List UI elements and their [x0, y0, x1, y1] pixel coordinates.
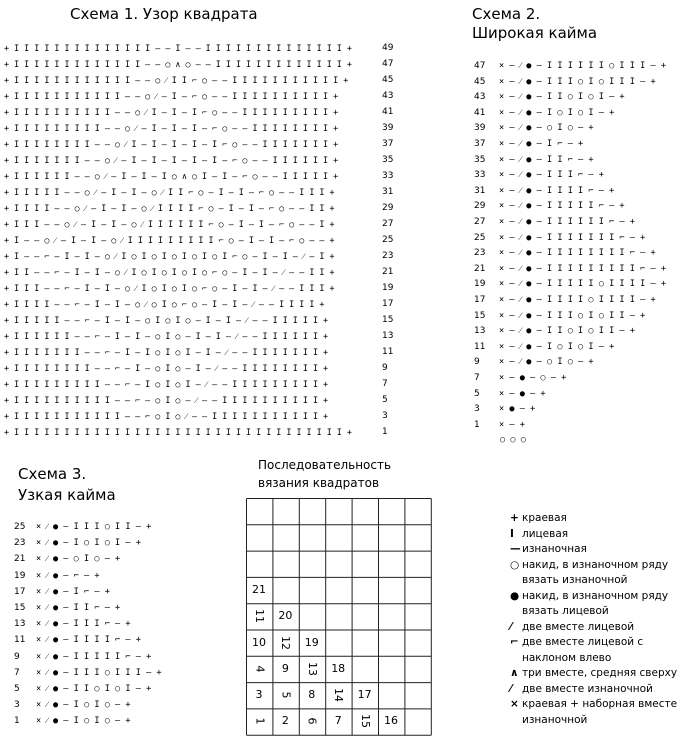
legend-symbol-icon: × — [510, 698, 519, 710]
legend-text-continued: вязать изнаночной — [522, 574, 628, 586]
sequence-cell-number: 1 — [253, 717, 266, 725]
row-number: 33 — [382, 171, 394, 181]
row-number: 13 — [474, 326, 486, 337]
row-number: 15 — [474, 310, 486, 321]
legend-text: две вместе лицевой — [522, 620, 635, 633]
row-number: 45 — [474, 76, 486, 87]
scheme3-subtitle: Узкая кайма — [18, 486, 116, 504]
row-number: 21 — [14, 554, 26, 565]
sequence-cell-number: 3 — [255, 688, 263, 702]
row-number: 47 — [382, 59, 394, 69]
scheme2-subtitle: Широкая кайма — [472, 24, 598, 42]
sequence-cell-number: 8 — [308, 688, 316, 702]
pattern-row: × — ⁄ ● — I I I I ⌐ — + — [499, 185, 615, 196]
row-number: 1 — [14, 716, 20, 727]
sequence-cell-number: 15 — [358, 714, 372, 729]
pattern-row: × — + — [499, 419, 525, 430]
scheme2-title: Схема 2. — [472, 5, 541, 23]
legend-symbol-icon: ⁄ — [510, 620, 512, 633]
legend-text: изнаночная — [522, 543, 587, 555]
row-number: 25 — [382, 235, 394, 245]
row-number: 7 — [474, 373, 480, 383]
pattern-row: × — ⁄ ● — I I I I I ○ I I I I — + — [499, 279, 666, 290]
row-number: 7 — [382, 379, 388, 389]
pattern-row: × ⁄ ● — I ⌐ — + — [36, 586, 110, 597]
row-number: 1 — [382, 427, 388, 437]
pattern-row: × ● — + — [499, 404, 536, 415]
row-number: 11 — [474, 341, 486, 352]
pattern-row: + I I I I — — ○ ⁄ — I — I — ○ ⁄ I I I I ⌐ ○ — I — I — ⌐ ○ — — I I + — [4, 203, 335, 213]
pattern-row: + I I I I I I I I I I I — — ⌐ ○ I ○ ⁄ — — I I I I I I I I I I I + — [4, 411, 329, 421]
sequence-cell-number: 6 — [305, 717, 319, 725]
row-number: 15 — [14, 603, 26, 613]
pattern-row: × — ⁄ ● — I I I ⌐ — + — [499, 170, 604, 181]
sequence-cell-number: 18 — [331, 661, 346, 675]
row-number: 5 — [382, 395, 388, 405]
pattern-row: × — ⁄ ● — I ○ I ○ I — + — [499, 107, 615, 118]
sequence-cell-number: 19 — [304, 635, 319, 649]
row-number: 43 — [474, 92, 486, 103]
row-number: 29 — [474, 201, 486, 212]
pattern-row: × — ⁄ ● — ○ I ○ — + — [499, 357, 594, 368]
pattern-row: + I I I I I I — — ⌐ — I — I — ○ I ○ — I — I — ⁄ — — I I I I I I + — [4, 331, 329, 341]
row-number: 5 — [474, 388, 480, 399]
row-number: 45 — [382, 75, 394, 85]
legend-symbol-icon: ∧ — [510, 667, 519, 679]
row-number: 3 — [382, 411, 388, 421]
row-number: 29 — [382, 203, 394, 213]
sequence-cell-number: 20 — [278, 609, 293, 623]
row-number: 3 — [474, 404, 480, 415]
legend-text: накид, в изнаночном ряду — [522, 558, 669, 571]
row-number: 19 — [474, 279, 486, 290]
sequence-cell-number: 10 — [252, 635, 266, 649]
row-number: 37 — [474, 139, 486, 149]
legend-item — [510, 667, 677, 680]
row-number: 19 — [14, 570, 26, 581]
row-number: 49 — [382, 43, 394, 53]
legend-symbol-icon: + — [510, 512, 519, 524]
pattern-row: + I I I I I I I I I I I — — ○ ⁄ — I — ⌐ ○ — — I I I I I I I I I I + — [4, 91, 339, 101]
legend-item — [510, 590, 668, 603]
sequence-cell-number: 17 — [357, 688, 372, 702]
row-number: 23 — [382, 251, 394, 261]
legend-item — [510, 543, 587, 556]
row-number: 25 — [14, 522, 26, 532]
pattern-row: × — ⁄ ● — I I I I I I I I ⌐ — + — [499, 248, 656, 259]
row-number: 17 — [14, 586, 26, 597]
pattern-row: + I I I I I — — ○ ⁄ — I — I — ○ ⁄ I I ⌐ ○ — I — I — ⌐ ○ — — I I I + — [4, 187, 335, 197]
pattern-row: × ⁄ ● — I I ⌐ — + — [36, 603, 121, 613]
row-number: 19 — [382, 283, 394, 293]
pattern-row: × — ⁄ ● — I I I I I I ⌐ — + — [499, 217, 635, 227]
legend-symbol-icon: ○ — [510, 558, 520, 571]
row-number: 37 — [382, 139, 394, 149]
row-number: 47 — [474, 61, 486, 71]
pattern-row: × ⁄ ● — I ○ I ○ — + — [36, 716, 131, 727]
pattern-row: × — ⁄ ● — I I I I I I I I I ⌐ — + — [499, 263, 666, 274]
pattern-row: × ⁄ ● — I I I I I ⌐ — + — [36, 651, 152, 662]
pattern-row: + I I I I I I I I I I — — ⌐ — ○ I ○ — ⁄ — — I I I I I I I I I I + — [4, 395, 329, 405]
legend-symbol-icon: — — [510, 543, 521, 555]
pattern-row: + I I I I I I I I I — — ○ ⁄ — I — I — I — ⌐ ○ — — I I I I I I I I + — [4, 123, 339, 133]
row-number: 39 — [382, 123, 394, 133]
pattern-row: + I I I I I I I I I — — ⌐ — I ○ I ○ I — ⁄ — — I I I I I I I I I + — [4, 379, 329, 389]
legend-item — [510, 528, 568, 541]
row-number: 27 — [382, 219, 394, 229]
row-number: 33 — [474, 170, 486, 181]
legend-text: накид, в изнаночном ряду — [522, 589, 669, 602]
pattern-row: + I I I I I — — ⌐ — I — I — ○ I ○ I ○ — I — I — ⁄ — — I I I I I + — [4, 315, 329, 325]
pattern-row: + I I I I I I I I — — ○ ⁄ I — I — I — I — I ⌐ ○ — — I I I I I I I + — [4, 139, 339, 149]
pattern-row: + I I I — — ⌐ — I — I — ○ ⁄ I ○ I ○ I ○ ⌐ ○ — I — I — ⁄ — — I I I + — [4, 283, 335, 293]
pattern-row: + I I I I I I I — — ⌐ — I — I ○ I ○ I — I — ⁄ — — I I I I I I I + — [4, 347, 329, 357]
sequence-cell-number: 12 — [279, 635, 293, 650]
pattern-row: × — ⁄ ● — I I I I ○ I I I I — + — [499, 295, 656, 305]
row-number: 11 — [382, 347, 394, 357]
pattern-row: + I I I I I I I I I I — — ○ ⁄ I — I — I ⌐ ○ — — I I I I I I I I I + — [4, 107, 339, 117]
scheme3-title: Схема 3. — [18, 465, 87, 483]
pattern-row: × ⁄ ● — I I I ○ I I — + — [36, 522, 152, 532]
row-number: 7 — [14, 667, 20, 678]
row-number: 25 — [474, 232, 486, 243]
row-number: 23 — [474, 248, 486, 259]
pattern-row: × ⁄ ● — I ○ I ○ — + — [36, 700, 131, 711]
pattern-row: + I — — ○ ⁄ — I — I — ○ ⁄ I I I I I I I I I ⌐ ○ — I — I — ⌐ ○ — — + — [4, 235, 335, 245]
row-number: 43 — [382, 91, 394, 101]
legend-text: две вместе лицевой с — [522, 636, 644, 648]
legend-item — [510, 621, 634, 634]
sequence-cell-number: 11 — [253, 609, 266, 624]
pattern-row: × ⁄ ● — I I I ⌐ — + — [36, 619, 131, 630]
pattern-row: × — ⁄ ● — I I I I I I I ⌐ — + — [499, 232, 646, 243]
sequence-cell-number: 16 — [384, 714, 398, 728]
legend-symbol-icon: ⁄ — [510, 682, 512, 695]
pattern-row: + I I I I — — ⌐ — I — I — ○ ⁄ ○ I ○ ⌐ ○ — I — I — ⁄ — — I I I I + — [4, 299, 325, 309]
pattern-row: + I I I I I I — — ○ ⁄ — I — I — I ○ ∧ ○ I — I — ⌐ ○ — — I I I I I + — [4, 171, 339, 181]
row-number: 31 — [382, 187, 394, 197]
pattern-row: × — ● — ○ — + — [499, 373, 567, 383]
row-number: 35 — [382, 155, 394, 165]
row-number: 5 — [14, 684, 20, 694]
legend-item — [510, 683, 653, 696]
sequence-cell-number: 13 — [305, 661, 319, 676]
pattern-row: + I — — ⌐ — I — I — ○ ⁄ I ○ I ○ I ○ I ○ I ○ I ⌐ ○ — I — I — ⁄ — I + — [4, 251, 335, 261]
legend-text: краевая — [522, 512, 567, 524]
legend-symbol-icon: ● — [510, 589, 520, 602]
pattern-row: × — ⁄ ● — I I ○ I ○ I — + — [499, 92, 625, 103]
legend-item — [510, 559, 668, 572]
sequence-cell-number: 4 — [253, 665, 266, 673]
row-number: 3 — [14, 700, 20, 711]
sequence-cell-number: 5 — [279, 691, 293, 699]
legend-text: три вместе, средняя сверху — [522, 667, 678, 679]
pattern-row: + I I I I I I I — — ○ ⁄ — I — I — I — I — I — ⌐ ○ — — I I I I I I + — [4, 155, 339, 165]
pattern-row: × ⁄ ● — I I I I ⌐ — + — [36, 635, 141, 646]
row-number: 23 — [14, 538, 26, 549]
pattern-row: × — ⁄ ● — ○ I ○ — + — [499, 123, 594, 134]
legend-item — [510, 636, 643, 649]
row-number: 41 — [382, 107, 394, 117]
legend-text: краевая + наборная вместе — [522, 698, 678, 710]
row-number: 1 — [474, 419, 480, 430]
row-number: 21 — [474, 263, 486, 274]
sequence-cell-number: 21 — [252, 582, 266, 596]
pattern-row: × ⁄ ● — ○ I ○ — + — [36, 554, 121, 565]
pattern-row: + I I I I I I I I I I I I — — ○ ⁄ I I ⌐ ○ — — I I I I I I I I I I I + — [4, 75, 349, 85]
pattern-row: × — ⁄ ● — I I I I I ⌐ — + — [499, 201, 625, 212]
row-number: 9 — [382, 363, 388, 373]
legend-item — [510, 698, 677, 711]
pattern-row: × ⁄ ● — I ○ I ○ I — + — [36, 538, 141, 549]
pattern-row: × ⁄ ● — I I ○ I ○ I — + — [36, 684, 152, 694]
pattern-row: × — ⁄ ● — I I I I I I ○ I I I — + — [499, 61, 666, 71]
legend-item — [510, 512, 567, 525]
row-number: 31 — [474, 185, 486, 196]
pattern-row: ○ ○ ○ — [500, 435, 526, 446]
pattern-row: × — ⁄ ● — I I ○ I ○ I I — + — [499, 326, 635, 337]
pattern-row: × — ⁄ ● — I ⌐ — + — [499, 139, 584, 149]
sequence-cell-number: 7 — [334, 714, 342, 728]
row-number: 35 — [474, 154, 486, 165]
row-number: 27 — [474, 217, 486, 227]
row-number: 9 — [14, 651, 20, 662]
row-number: 21 — [382, 267, 394, 277]
pattern-row: × — ● — + — [499, 388, 546, 399]
pattern-row: × — ⁄ ● — I I I ○ I ○ I I I — + — [499, 76, 656, 87]
pattern-row: × ⁄ ● — I I I ○ I I I — + — [36, 667, 162, 678]
row-number: 11 — [14, 635, 26, 646]
sequence-subtitle: вязания квадратов — [258, 476, 380, 490]
row-number: 41 — [474, 107, 486, 118]
scheme1-title: Схема 1. Узор квадрата — [70, 5, 258, 23]
pattern-row: × — ⁄ ● — I I ⌐ — + — [499, 154, 594, 165]
legend-text-continued: наклоном влево — [522, 651, 612, 664]
row-number: 13 — [14, 619, 26, 630]
legend-text-continued: изнаночной — [522, 713, 588, 726]
sequence-cell-number: 14 — [332, 688, 346, 703]
pattern-row: × — ⁄ ● — I I I ○ I ○ I I — + — [499, 310, 646, 321]
row-number: 17 — [382, 299, 394, 309]
pattern-row: + I I I I I I I I I I I I I I — — I — — I I I I I I I I I I I I I I + — [4, 43, 352, 53]
pattern-row: + I I I I I I I I I I I I I I I I I I I I I I I I I I I I I I I I I + — [4, 427, 352, 437]
sequence-cell-number: 9 — [281, 661, 289, 675]
row-number: 17 — [474, 295, 486, 305]
pattern-row: × ⁄ ● — ⌐ — + — [36, 570, 100, 581]
legend-text: две вместе изнаночной — [522, 682, 653, 695]
pattern-row: + I I — — ⌐ — I — I — ○ ⁄ I ○ I ○ I ○ I ○ ⌐ ○ — I — I — ⁄ — — I I + — [4, 267, 335, 277]
row-number: 39 — [474, 123, 486, 134]
legend-text-continued: вязать лицевой — [522, 605, 609, 617]
row-number: 15 — [382, 315, 394, 325]
pattern-row: + I I I — — ○ ⁄ — I — I — ○ ⁄ I I I I I I ⌐ ○ — I — I — ⌐ ○ — — I + — [4, 219, 335, 229]
legend-text: лицевая — [522, 527, 569, 540]
legend-symbol-icon: I — [510, 527, 514, 540]
sequence-title: Последовательность — [258, 458, 392, 472]
row-number: 13 — [382, 331, 394, 341]
pattern-row: + I I I I I I I I — — ⌐ — I — ○ I ○ — I — ⁄ — — I I I I I I I I + — [4, 363, 329, 373]
sequence-cell-number: 2 — [281, 714, 289, 728]
pattern-row: + I I I I I I I I I I I I I — — ○ ∧ ○ — — I I I I I I I I I I I I I + — [4, 59, 352, 69]
legend-symbol-icon: ⌐ — [510, 636, 519, 648]
row-number: 9 — [474, 357, 480, 368]
pattern-row: × — ⁄ ● — I ○ I ○ I — + — [499, 341, 615, 352]
